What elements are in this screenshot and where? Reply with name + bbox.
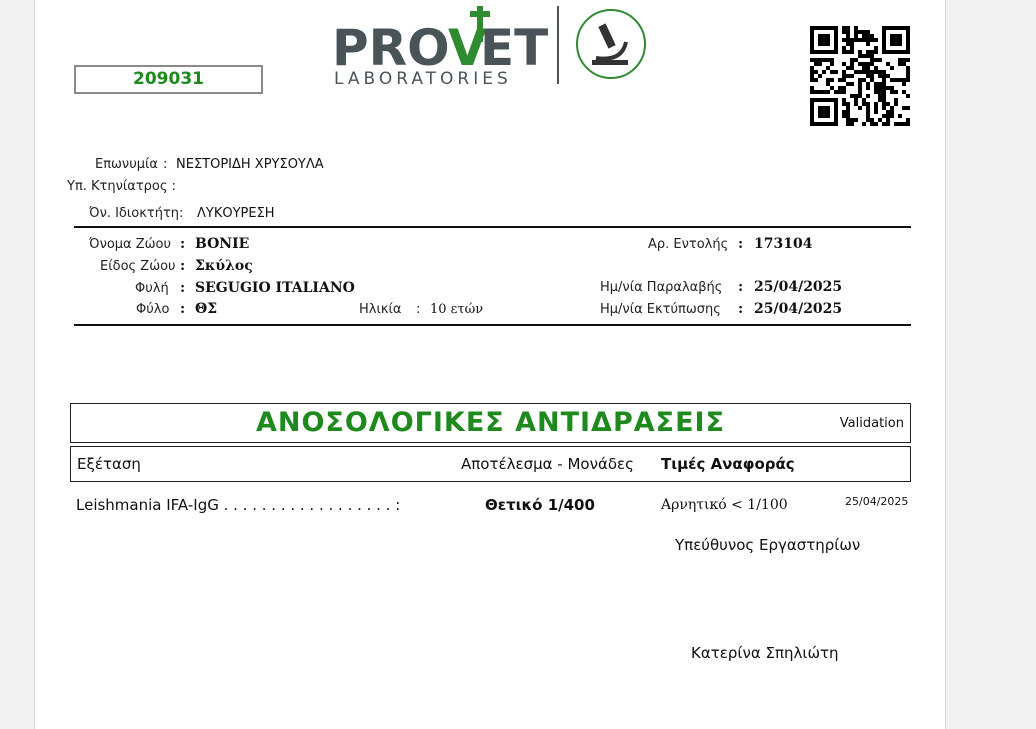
result-date: 25/04/2025 [845,495,909,508]
age-value: 10 ετών [430,302,484,317]
age-label: Ηλικία [359,302,402,317]
vet-label: Υπ. Κτηνίατρος : [67,179,177,194]
sex-value: ΘΣ [195,301,218,317]
breed-colon: : [180,280,186,296]
col-result-header: Αποτέλεσμα - Μονάδες [461,455,634,473]
validation-label: Validation [839,416,904,431]
sex-colon: : [180,301,186,317]
printed-value: 25/04/2025 [754,301,843,317]
sex-label: Φύλο [136,302,170,317]
divider-bottom [74,324,911,326]
surname-label: Επωνυμία [95,157,158,172]
received-colon: : [738,279,744,295]
animal-name-value: BONIE [195,236,250,252]
qr-code [810,26,910,126]
result-value: Θετικό 1/400 [485,496,595,514]
order-value: 173104 [754,236,813,252]
section-header-box [70,403,911,443]
divider-top [74,226,911,228]
result-exam: Leishmania IFA-IgG . . . . . . . . . . . . . . . . . . : [76,496,401,514]
species-colon: : [180,258,186,274]
order-label: Αρ. Εντολής [648,237,729,252]
breed-label: Φυλή [135,281,169,296]
animal-name-colon: : [180,236,186,252]
surname-colon: : [163,157,168,172]
signature-name: Κατερίνα Σπηλιώτη [691,644,839,662]
printed-label: Ημ/νία Εκτύπωσης [600,302,721,317]
col-reference-header: Τιμές Αναφοράς [661,455,795,473]
provet-logo [330,2,660,86]
logo-text-pro: PRO [332,19,450,77]
age-colon: : [416,302,421,317]
logo-text-et: ET [480,19,549,77]
signature-title: Υπεύθυνος Εργαστηρίων [675,536,861,554]
logo-subtitle: LABORATORIES [334,69,512,86]
result-reference: Αρνητικό < 1/100 [661,497,788,513]
surname-value: ΝΕΣΤΟΡΙΔΗ ΧΡΥΣΟΥΛΑ [176,157,324,172]
breed-value: SEGUGIO ITALIANO [195,280,355,296]
received-value: 25/04/2025 [754,279,843,295]
col-exam-header: Εξέταση [77,455,141,473]
columns-header-box [70,446,911,482]
received-label: Ημ/νία Παραλαβής [600,280,723,295]
owner-label: Όν. Ιδιοκτήτη: [89,206,184,221]
order-colon: : [738,236,744,252]
printed-colon: : [738,301,744,317]
species-value: Σκύλος [195,258,253,274]
owner-value: ΛΥΚΟΥΡΕΣΗ [197,206,275,221]
species-label: Είδος Ζώου [100,259,176,274]
animal-name-label: Όνομα Ζώου [89,237,172,252]
microscope-icon [577,10,645,78]
logo-text-v: V [448,19,487,77]
section-title: ΑΝΟΣΟΛΟΓΙΚΕΣ ΑΝΤΙΔΡΑΣΕΙΣ [255,407,726,438]
sample-id-box: 209031 [74,65,263,94]
report-page [34,0,946,729]
